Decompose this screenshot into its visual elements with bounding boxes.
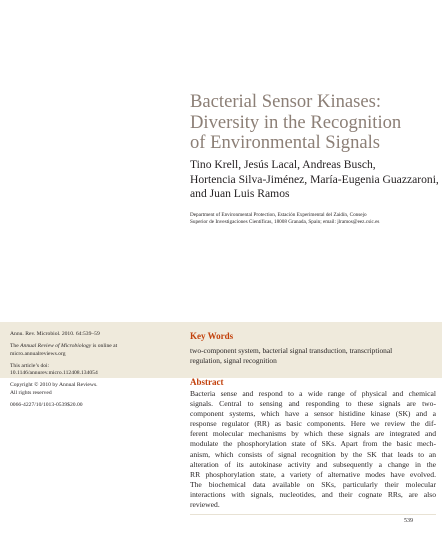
abstract-line: signals. Central to sensing and responding to these signals are two- [190,399,436,409]
abstract-line: Bacteria sense and respond to a wide range of physical and chemical [190,389,436,398]
journal-name: Annual Review of Microbiology [20,343,92,350]
abstract-body [190,389,436,510]
issn: 0066-4227/10/1013-0539$20.00 [10,402,83,409]
abstract-line: ferent molecular mechanisms by which these signals are integrated and [190,429,436,439]
rights: All rights reserved [10,389,52,396]
authors-line-3: and Juan Luis Ramos [190,187,290,200]
online-url[interactable]: micro.annualreviews.org [10,350,66,357]
abstract-line: interactions with signals, nucleotides, and their cognate RRs, are also [190,489,436,499]
keywords-line-1: two-component system, bacterial signal transduction, transcriptional [190,346,393,355]
abstract-line: response regulator (RR) as basic components. Here we review the dif- [190,419,436,429]
abstract-line: modulate the phosphorylation state of SKs. Apart from the basic mech- [190,439,436,449]
keywords [190,346,436,366]
page-number: 539 [404,518,413,524]
online-notice [10,343,182,350]
title-line-2: Diversity in the Recognition [190,111,402,133]
abstract-heading: Abstract [190,377,224,387]
article-title [190,92,430,154]
article-metadata [10,331,182,409]
authors [190,158,438,202]
abstract-line: anism, which consists of signal recognition by the SK that leads to an [190,449,436,459]
keywords-line-2: regulation, signal recognition [190,356,277,365]
copyright: Copyright © 2010 by Annual Reviews. [10,382,98,389]
affiliation-line-1: Department of Environmental Protection, Estación Experimental del Zaidín, Consejo [190,212,367,218]
affiliation [190,212,440,227]
title-line-3: of Environmental Signals [190,132,381,153]
abstract-line: alteration of its autokinase activity and subsequently a change in the [190,459,436,469]
citation: Annu. Rev. Microbiol. 2010. 64:539–59 [10,331,100,337]
authors-line-1: Tino Krell, Jesús Lacal, Andreas Busch, [190,158,376,171]
affiliation-line-2: Superior de Investigaciones Científicas, 18008 Granada, Spain; email: jlramos@eez.csic.es [190,219,380,226]
online-notice-line-1: The Annual Review of Microbiology is online at [10,343,118,350]
footer-rule [190,514,436,515]
keywords-heading: Key Words [190,331,234,341]
abstract-line: component systems, which have a sensor histidine kinase (SK) and a [190,409,436,419]
abstract-line: reviewed. [190,500,220,510]
doi[interactable]: 10.1146/annurev.micro.112408.134054 [10,370,98,377]
abstract-line: The biochemical data available on SKs, particularly their molecular [190,479,436,489]
authors-line-2: Hortencia Silva-Jiménez, María-Eugenia Guazzaroni, [190,172,439,186]
abstract-line: RR phosphorylation state, a variety of alternative modes have evolved. [190,469,436,479]
doi-label: This article’s doi: [10,362,50,369]
title-line-1: Bacterial Sensor Kinases: [190,91,382,112]
